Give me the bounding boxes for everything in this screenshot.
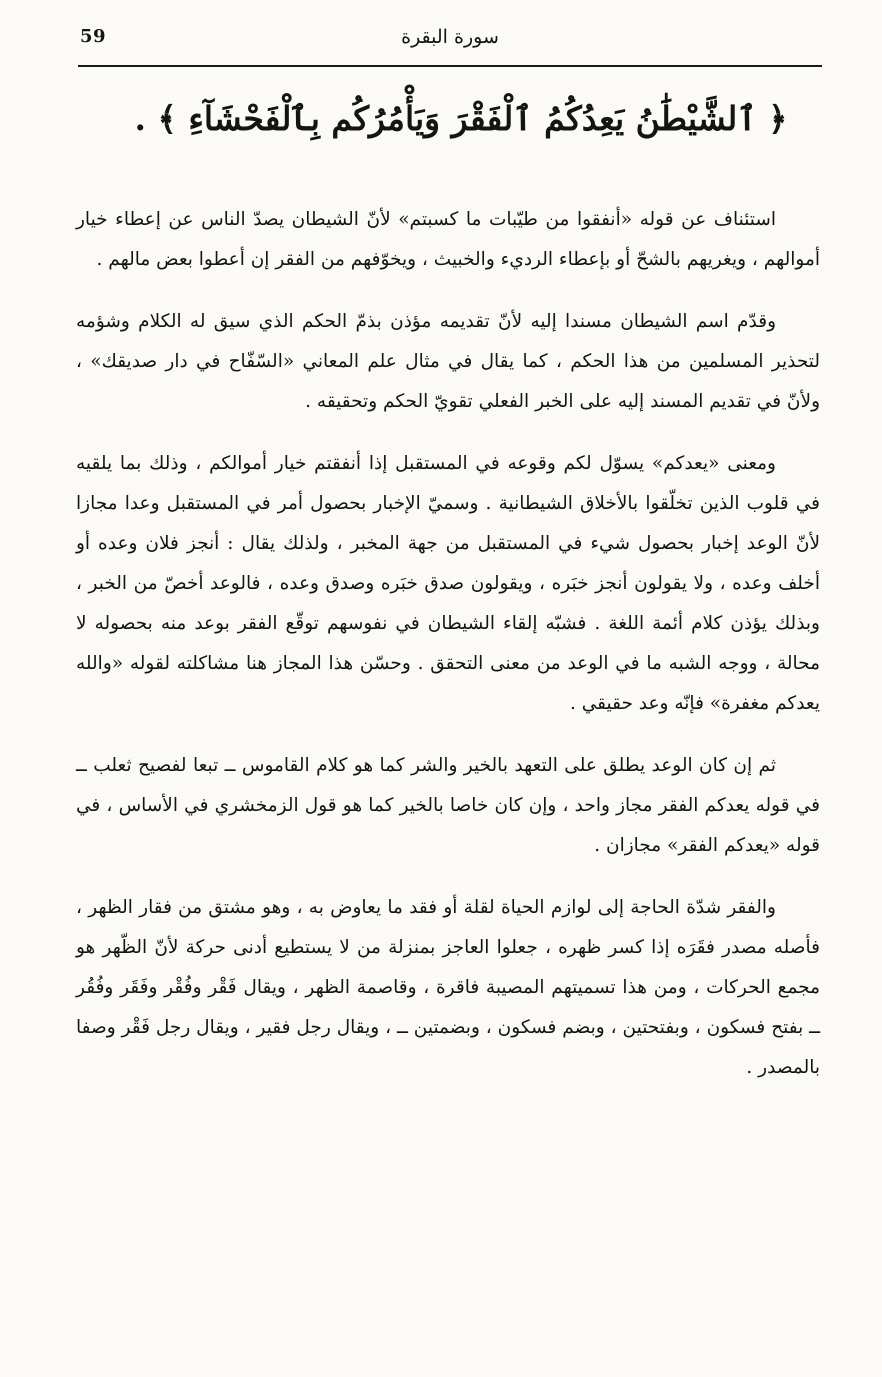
paragraph-5: والفقر شدّة الحاجة إلى لوازم الحياة لقلة أو فقد ما يعاوض به ، وهو مشتق من فقار الظهر ، فأصله مصدر فقَرَه إذا كسر ظهره ، جعلوا العاجز بمنزلة من لا يستطيع أدنى حركة لأنّ الظّهر هو مجمع الحركات ، ومن هذا تسميتهم المصيبة فاقرة ، وقاصمة الظهر ، ويقال فَقْر وفُقْر وفَقَر وفُقُر ــ بفتح فسكون ، وبفتحتين ، وبضم فسكون ، وبضمتين ــ ، ويقال رجل فقير ، ويقال رجل فَقْر وصفا بالمصدر .: [76, 897, 820, 1078]
paragraph-1: استئناف عن قوله «أنفقوا من طيّبات ما كسبتم» لأنّ الشيطان يصدّ الناس عن إعطاء خيار أموالهم ، ويغريهم بالشحّ أو بإعطاء الرديء والخبيث ، ويخوّفهم من الفقر إن أعطوا بعض مالهم .: [76, 209, 820, 270]
paragraph-2: وقدّم اسم الشيطان مسندا إليه لأنّ تقديمه مؤذن بذمّ الحكم الذي سيق له الكلام وشؤمه لتحذير المسلمين من هذا الحكم ، كما يقال في مثال علم المعاني «السّفّاح في دار صديقك» ، ولأنّ في تقديم المسند إليه على الخبر الفعلي تقويّ الحكم وتحقيقه .: [76, 311, 820, 412]
commentary-body: [76, 200, 820, 1088]
quran-verse-heading: ﴿ ٱلشَّيْطَٰنُ يَعِدُكُمُ ٱلْفَقْرَ وَيَأْمُرُكُم بِٱلْفَحْشَآءِ ﴾ .: [134, 99, 788, 138]
page-header: [80, 26, 820, 60]
paragraph-4: ثم إن كان الوعد يطلق على التعهد بالخير والشر كما هو كلام القاموس ــ تبعا لفصيح ثعلب ــ في قوله يعدكم الفقر مجاز واحد ، وإن كان خاصا بالخير كما هو قول الزمخشري في الأساس ، في قوله «يعدكم الفقر» مجازان .: [76, 755, 820, 856]
page-number: 59: [80, 26, 107, 47]
paragraph-3: ومعنى «يعدكم» يسوّل لكم وقوعه في المستقبل إذا أنفقتم خيار أموالكم ، وذلك بما يلقيه في قلوب الذين تخلّقوا بالأخلاق الشيطانية . وسميّ الإخبار بحصول أمر في المستقبل وعدا مجازا لأنّ الوعد إخبار بحصول شيء في المستقبل من جهة المخبر ، ولذلك يقال : أنجز فلان وعده أو أخلف وعده ، ولا يقولون أنجز خبَره ، ويقولون صدق خبَره وصدق وعده ، فالوعد أخصّ من الخبر ، وبذلك يؤذن كلام أئمة اللغة . فشبّه إلقاء الشيطان في نفوسهم توقّع الفقر بوعد منه بحصوله لا محالة ، ووجه الشبه ما في الوعد من معنى التحقق . وحسّن هذا المجاز هنا مشاكلته لقوله «والله يعدكم مغفرة» فإنّه وعد حقيقي .: [76, 453, 820, 714]
running-title: سورة البقرة: [401, 26, 499, 48]
header-divider: [78, 65, 822, 67]
